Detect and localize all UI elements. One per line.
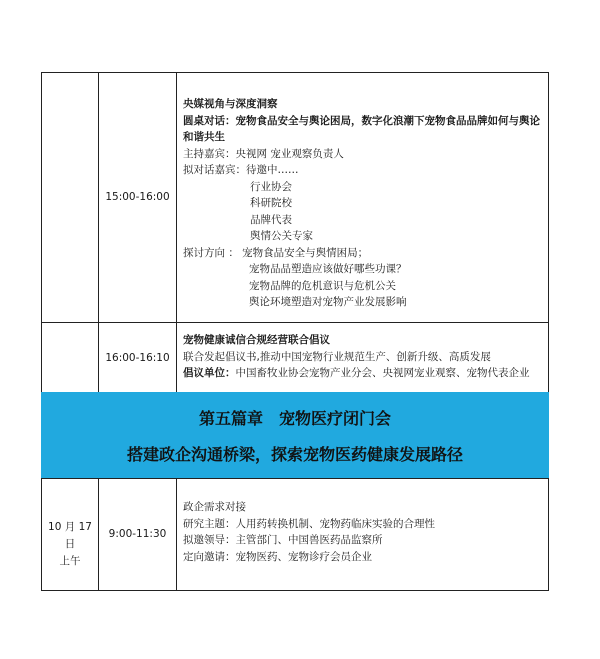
topic-item: 宠物品牌的危机意识与危机公关 <box>249 279 396 292</box>
guest-item: 科研院校 <box>250 197 292 209</box>
guest-item: 行业协会 <box>250 180 292 193</box>
initiative-units <box>183 365 545 382</box>
session-heading: 央媒视角与深度洞察 <box>183 98 278 110</box>
session-content <box>183 499 545 565</box>
row-divider <box>41 322 549 323</box>
table-divider <box>41 590 549 591</box>
col-divider-time <box>176 72 177 392</box>
roundtable-title: 圆桌对话：宠物食品安全与舆论困局，数字化浪潮下宠物食品品牌如何与舆论和谐共生 <box>183 114 540 143</box>
units-text: 中国畜牧业协会宠物产业分会、央视网宠业观察、宠物代表企业 <box>235 367 530 379</box>
topic-item: 宠物品品塑造应该做好哪些功课？ <box>249 263 407 275</box>
table-border-right <box>548 72 549 591</box>
chapter-title: 第五篇章 宠物医疗闭门会 <box>198 409 391 428</box>
guests-label: 拟对话嘉宾：待邀中…… <box>183 164 299 176</box>
initiative-heading: 宠物健康诚信合规经营联合倡议 <box>183 334 330 346</box>
initiative-line: 联合发起倡议书,推动中国宠物行业规范生产、创新升级、高质发展 <box>183 350 491 363</box>
content-line: 政企需求对接 <box>183 501 246 513</box>
topics-label: 探讨方向 ： 宠物食品安全与舆情困局； <box>183 246 369 259</box>
content-line: 研究主题：人用药转换机制、宠物药临床实验的合理性 <box>183 517 435 530</box>
chapter-banner <box>41 392 549 478</box>
content-line: 拟邀领导：主管部门、中国兽医药品监察所 <box>183 534 383 546</box>
table-divider <box>41 72 549 73</box>
col-divider-time <box>176 478 177 591</box>
session-date <box>42 519 98 570</box>
guest-item: 品牌代表 <box>250 213 292 226</box>
period-text: 上午 <box>59 555 81 567</box>
session-time: 15:00-16:00 <box>105 191 170 203</box>
session-time: 9:00-11:30 <box>108 528 167 540</box>
col-divider-date <box>98 72 99 392</box>
session-time: 16:00-16:10 <box>105 352 170 364</box>
topic-item: 舆论环境塑造对宠物产业发展影响 <box>249 296 407 308</box>
table-border-left <box>41 72 42 591</box>
chapter-subtitle: 搭建政企沟通桥梁，探索宠物医药健康发展路径 <box>126 445 463 464</box>
date-text: 10 月 17 日 <box>48 521 92 550</box>
units-label: 倡议单位： <box>183 367 236 379</box>
content-line: 定向邀请：宠物医药、宠物诊疗会员企业 <box>183 550 372 563</box>
host-line: 主持嘉宾：央视网 宠业观察负责人 <box>183 147 344 160</box>
row-divider <box>41 478 549 479</box>
guest-item: 舆情公关专家 <box>250 230 313 242</box>
session-content <box>183 96 545 311</box>
session-content <box>183 332 545 382</box>
